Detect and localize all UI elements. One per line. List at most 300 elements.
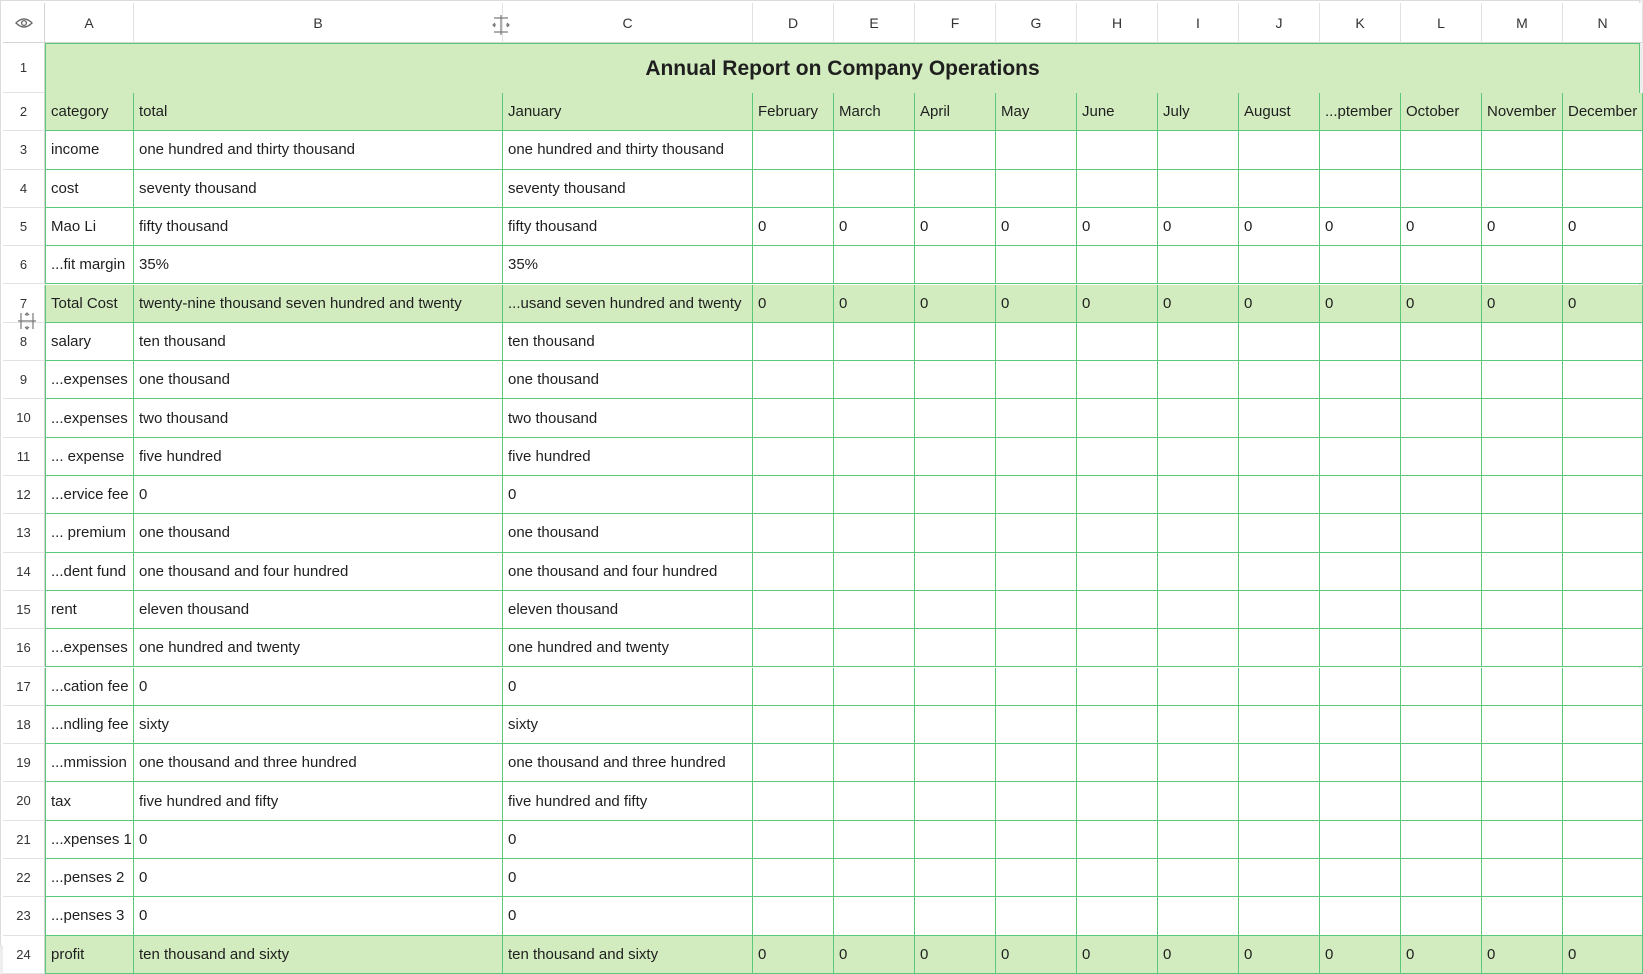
cell-d3[interactable] [753, 131, 834, 169]
cell-m7[interactable]: 0 [1482, 285, 1563, 323]
row-header-15[interactable]: 15 [3, 591, 45, 629]
cell-m8[interactable] [1482, 323, 1563, 361]
cell-m11[interactable] [1482, 438, 1563, 476]
cell-g18[interactable] [996, 706, 1077, 744]
cell-e12[interactable] [834, 476, 915, 514]
cell-l11[interactable] [1401, 438, 1482, 476]
cell-i11[interactable] [1158, 438, 1239, 476]
column-header-i[interactable]: I [1158, 3, 1239, 43]
cell-h7[interactable]: 0 [1077, 285, 1158, 323]
cell-c23[interactable]: 0 [503, 897, 753, 935]
cell-n21[interactable] [1563, 821, 1643, 859]
column-header-k[interactable]: K [1320, 3, 1401, 43]
cell-j24[interactable]: 0 [1239, 936, 1320, 974]
eye-icon[interactable] [3, 3, 45, 43]
cell-g10[interactable] [996, 399, 1077, 437]
cell-h23[interactable] [1077, 897, 1158, 935]
cell-e24[interactable]: 0 [834, 936, 915, 974]
cell-f22[interactable] [915, 859, 996, 897]
cell-f17[interactable] [915, 668, 996, 706]
cell-n11[interactable] [1563, 438, 1643, 476]
cell-h4[interactable] [1077, 170, 1158, 208]
cell-i16[interactable] [1158, 629, 1239, 667]
cell-i24[interactable]: 0 [1158, 936, 1239, 974]
cell-m13[interactable] [1482, 514, 1563, 552]
cell-e5[interactable]: 0 [834, 208, 915, 246]
cell-b10[interactable]: two thousand [134, 399, 503, 437]
row-header-14[interactable]: 14 [3, 553, 45, 591]
cell-c11[interactable]: five hundred [503, 438, 753, 476]
cell-g2[interactable]: May [996, 93, 1077, 131]
cell-a11[interactable]: ... expense [45, 438, 134, 476]
cell-h6[interactable] [1077, 246, 1158, 284]
cell-g7[interactable]: 0 [996, 285, 1077, 323]
cell-h10[interactable] [1077, 399, 1158, 437]
cell-f12[interactable] [915, 476, 996, 514]
cell-h22[interactable] [1077, 859, 1158, 897]
cell-g11[interactable] [996, 438, 1077, 476]
cell-l17[interactable] [1401, 668, 1482, 706]
row-header-3[interactable]: 3 [3, 131, 45, 169]
cell-b22[interactable]: 0 [134, 859, 503, 897]
cell-a24[interactable]: profit [45, 936, 134, 974]
column-header-c[interactable]: C [503, 3, 753, 43]
cell-b23[interactable]: 0 [134, 897, 503, 935]
cell-c2[interactable]: January [503, 93, 753, 131]
cell-m20[interactable] [1482, 782, 1563, 820]
cell-n10[interactable] [1563, 399, 1643, 437]
cell-e17[interactable] [834, 668, 915, 706]
cell-l6[interactable] [1401, 246, 1482, 284]
cell-i15[interactable] [1158, 591, 1239, 629]
row-header-17[interactable]: 17 [3, 668, 45, 706]
cell-i9[interactable] [1158, 361, 1239, 399]
cell-j16[interactable] [1239, 629, 1320, 667]
cell-c17[interactable]: 0 [503, 668, 753, 706]
cell-e20[interactable] [834, 782, 915, 820]
cell-c18[interactable]: sixty [503, 706, 753, 744]
cell-j13[interactable] [1239, 514, 1320, 552]
cell-i19[interactable] [1158, 744, 1239, 782]
cell-k16[interactable] [1320, 629, 1401, 667]
row-header-21[interactable]: 21 [3, 821, 45, 859]
cell-d23[interactable] [753, 897, 834, 935]
cell-b6[interactable]: 35% [134, 246, 503, 284]
cell-g20[interactable] [996, 782, 1077, 820]
row-header-11[interactable]: 11 [3, 438, 45, 476]
cell-f11[interactable] [915, 438, 996, 476]
cell-d14[interactable] [753, 553, 834, 591]
cell-n2[interactable]: December [1563, 93, 1643, 131]
cell-b4[interactable]: seventy thousand [134, 170, 503, 208]
cell-a4[interactable]: cost [45, 170, 134, 208]
cell-i14[interactable] [1158, 553, 1239, 591]
cell-e16[interactable] [834, 629, 915, 667]
cell-c9[interactable]: one thousand [503, 361, 753, 399]
cell-a5[interactable]: Mao Li [45, 208, 134, 246]
cell-h19[interactable] [1077, 744, 1158, 782]
cell-i13[interactable] [1158, 514, 1239, 552]
column-header-j[interactable]: J [1239, 3, 1320, 43]
cell-k9[interactable] [1320, 361, 1401, 399]
cell-a16[interactable]: ...expenses [45, 629, 134, 667]
cell-c6[interactable]: 35% [503, 246, 753, 284]
cell-l7[interactable]: 0 [1401, 285, 1482, 323]
cell-n17[interactable] [1563, 668, 1643, 706]
cell-a19[interactable]: ...mmission [45, 744, 134, 782]
cell-f8[interactable] [915, 323, 996, 361]
cell-k24[interactable]: 0 [1320, 936, 1401, 974]
cell-h14[interactable] [1077, 553, 1158, 591]
cell-e8[interactable] [834, 323, 915, 361]
cell-d19[interactable] [753, 744, 834, 782]
cell-g24[interactable]: 0 [996, 936, 1077, 974]
cell-e7[interactable]: 0 [834, 285, 915, 323]
row-header-19[interactable]: 19 [3, 744, 45, 782]
cell-n19[interactable] [1563, 744, 1643, 782]
cell-m3[interactable] [1482, 131, 1563, 169]
cell-m2[interactable]: November [1482, 93, 1563, 131]
cell-k11[interactable] [1320, 438, 1401, 476]
cell-a6[interactable]: ...fit margin [45, 246, 134, 284]
cell-l23[interactable] [1401, 897, 1482, 935]
cell-f15[interactable] [915, 591, 996, 629]
cell-m17[interactable] [1482, 668, 1563, 706]
cell-g19[interactable] [996, 744, 1077, 782]
cell-n12[interactable] [1563, 476, 1643, 514]
cell-j8[interactable] [1239, 323, 1320, 361]
cell-i3[interactable] [1158, 131, 1239, 169]
column-header-l[interactable]: L [1401, 3, 1482, 43]
cell-m4[interactable] [1482, 170, 1563, 208]
cell-e3[interactable] [834, 131, 915, 169]
cell-d9[interactable] [753, 361, 834, 399]
cell-k3[interactable] [1320, 131, 1401, 169]
cell-i18[interactable] [1158, 706, 1239, 744]
cell-l2[interactable]: October [1401, 93, 1482, 131]
cell-a10[interactable]: ...expenses [45, 399, 134, 437]
column-resize-icon[interactable] [491, 14, 511, 36]
cell-f3[interactable] [915, 131, 996, 169]
row-header-1[interactable]: 1 [3, 43, 45, 93]
cell-g15[interactable] [996, 591, 1077, 629]
cell-c10[interactable]: two thousand [503, 399, 753, 437]
cell-b8[interactable]: ten thousand [134, 323, 503, 361]
row-header-6[interactable]: 6 [3, 246, 45, 284]
cell-c24[interactable]: ten thousand and sixty [503, 936, 753, 974]
cell-c7[interactable]: ...usand seven hundred and twenty [503, 285, 753, 323]
cell-b2[interactable]: total [134, 93, 503, 131]
cell-b11[interactable]: five hundred [134, 438, 503, 476]
cell-a18[interactable]: ...ndling fee [45, 706, 134, 744]
cell-n18[interactable] [1563, 706, 1643, 744]
cell-a22[interactable]: ...penses 2 [45, 859, 134, 897]
cell-f2[interactable]: April [915, 93, 996, 131]
row-header-10[interactable]: 10 [3, 399, 45, 437]
cell-l20[interactable] [1401, 782, 1482, 820]
cell-i10[interactable] [1158, 399, 1239, 437]
cell-d5[interactable]: 0 [753, 208, 834, 246]
cell-i5[interactable]: 0 [1158, 208, 1239, 246]
cell-f6[interactable] [915, 246, 996, 284]
cell-h21[interactable] [1077, 821, 1158, 859]
row-resize-icon[interactable] [17, 311, 37, 331]
cell-f13[interactable] [915, 514, 996, 552]
cell-d7[interactable]: 0 [753, 285, 834, 323]
cell-a7[interactable]: Total Cost [45, 285, 134, 323]
cell-j3[interactable] [1239, 131, 1320, 169]
cell-j14[interactable] [1239, 553, 1320, 591]
cell-b16[interactable]: one hundred and twenty [134, 629, 503, 667]
cell-j23[interactable] [1239, 897, 1320, 935]
cell-a2[interactable]: category [45, 93, 134, 131]
cell-b20[interactable]: five hundred and fifty [134, 782, 503, 820]
cell-n9[interactable] [1563, 361, 1643, 399]
cell-n16[interactable] [1563, 629, 1643, 667]
cell-a15[interactable]: rent [45, 591, 134, 629]
cell-k21[interactable] [1320, 821, 1401, 859]
cell-j2[interactable]: August [1239, 93, 1320, 131]
cell-k10[interactable] [1320, 399, 1401, 437]
row-header-24[interactable]: 24 [3, 936, 45, 974]
cell-m19[interactable] [1482, 744, 1563, 782]
row-header-20[interactable]: 20 [3, 782, 45, 820]
cell-k15[interactable] [1320, 591, 1401, 629]
cell-m12[interactable] [1482, 476, 1563, 514]
cell-a17[interactable]: ...cation fee [45, 668, 134, 706]
cell-h24[interactable]: 0 [1077, 936, 1158, 974]
cell-i17[interactable] [1158, 668, 1239, 706]
cell-f4[interactable] [915, 170, 996, 208]
cell-k19[interactable] [1320, 744, 1401, 782]
cell-g5[interactable]: 0 [996, 208, 1077, 246]
cell-l3[interactable] [1401, 131, 1482, 169]
cell-j5[interactable]: 0 [1239, 208, 1320, 246]
cell-f24[interactable]: 0 [915, 936, 996, 974]
cell-k8[interactable] [1320, 323, 1401, 361]
row-header-4[interactable]: 4 [3, 170, 45, 208]
cell-h16[interactable] [1077, 629, 1158, 667]
cell-m9[interactable] [1482, 361, 1563, 399]
cell-j11[interactable] [1239, 438, 1320, 476]
cell-f10[interactable] [915, 399, 996, 437]
cell-d16[interactable] [753, 629, 834, 667]
cell-c14[interactable]: one thousand and four hundred [503, 553, 753, 591]
cell-i4[interactable] [1158, 170, 1239, 208]
cell-b5[interactable]: fifty thousand [134, 208, 503, 246]
cell-i12[interactable] [1158, 476, 1239, 514]
cell-i20[interactable] [1158, 782, 1239, 820]
row-header-8[interactable]: 8 [3, 323, 45, 361]
cell-e2[interactable]: March [834, 93, 915, 131]
cell-h3[interactable] [1077, 131, 1158, 169]
cell-k14[interactable] [1320, 553, 1401, 591]
cell-m15[interactable] [1482, 591, 1563, 629]
cell-g4[interactable] [996, 170, 1077, 208]
cell-l9[interactable] [1401, 361, 1482, 399]
cell-h17[interactable] [1077, 668, 1158, 706]
cell-m16[interactable] [1482, 629, 1563, 667]
cell-b12[interactable]: 0 [134, 476, 503, 514]
row-header-2[interactable]: 2 [3, 93, 45, 131]
cell-i7[interactable]: 0 [1158, 285, 1239, 323]
cell-j22[interactable] [1239, 859, 1320, 897]
cell-m5[interactable]: 0 [1482, 208, 1563, 246]
cell-f19[interactable] [915, 744, 996, 782]
column-header-m[interactable]: M [1482, 3, 1563, 43]
cell-a14[interactable]: ...dent fund [45, 553, 134, 591]
cell-m21[interactable] [1482, 821, 1563, 859]
cell-g3[interactable] [996, 131, 1077, 169]
cell-l24[interactable]: 0 [1401, 936, 1482, 974]
cell-g17[interactable] [996, 668, 1077, 706]
cell-e10[interactable] [834, 399, 915, 437]
cell-m24[interactable]: 0 [1482, 936, 1563, 974]
cell-h13[interactable] [1077, 514, 1158, 552]
row-header-22[interactable]: 22 [3, 859, 45, 897]
cell-f20[interactable] [915, 782, 996, 820]
cell-h11[interactable] [1077, 438, 1158, 476]
cell-d2[interactable]: February [753, 93, 834, 131]
cell-n20[interactable] [1563, 782, 1643, 820]
cell-j12[interactable] [1239, 476, 1320, 514]
cell-e9[interactable] [834, 361, 915, 399]
cell-f14[interactable] [915, 553, 996, 591]
cell-e4[interactable] [834, 170, 915, 208]
cell-d8[interactable] [753, 323, 834, 361]
cell-f23[interactable] [915, 897, 996, 935]
cell-n15[interactable] [1563, 591, 1643, 629]
cell-l15[interactable] [1401, 591, 1482, 629]
cell-m23[interactable] [1482, 897, 1563, 935]
cell-b17[interactable]: 0 [134, 668, 503, 706]
cell-d20[interactable] [753, 782, 834, 820]
cell-n7[interactable]: 0 [1563, 285, 1643, 323]
cell-d15[interactable] [753, 591, 834, 629]
cell-n3[interactable] [1563, 131, 1643, 169]
cell-f18[interactable] [915, 706, 996, 744]
cell-e19[interactable] [834, 744, 915, 782]
column-header-b[interactable]: B [134, 3, 503, 43]
cell-b7[interactable]: twenty-nine thousand seven hundred and twenty [134, 285, 503, 323]
cell-n5[interactable]: 0 [1563, 208, 1643, 246]
cell-d21[interactable] [753, 821, 834, 859]
cell-f16[interactable] [915, 629, 996, 667]
row-header-7[interactable]: 7 [3, 285, 45, 323]
cell-n13[interactable] [1563, 514, 1643, 552]
cell-h20[interactable] [1077, 782, 1158, 820]
cell-g21[interactable] [996, 821, 1077, 859]
cell-j15[interactable] [1239, 591, 1320, 629]
cell-k4[interactable] [1320, 170, 1401, 208]
cell-l8[interactable] [1401, 323, 1482, 361]
cell-f21[interactable] [915, 821, 996, 859]
cell-i8[interactable] [1158, 323, 1239, 361]
cell-j19[interactable] [1239, 744, 1320, 782]
cell-c19[interactable]: one thousand and three hundred [503, 744, 753, 782]
cell-b13[interactable]: one thousand [134, 514, 503, 552]
cell-j21[interactable] [1239, 821, 1320, 859]
cell-g14[interactable] [996, 553, 1077, 591]
cell-c3[interactable]: one hundred and thirty thousand [503, 131, 753, 169]
cell-b9[interactable]: one thousand [134, 361, 503, 399]
cell-d17[interactable] [753, 668, 834, 706]
cell-d6[interactable] [753, 246, 834, 284]
cell-l10[interactable] [1401, 399, 1482, 437]
cell-g22[interactable] [996, 859, 1077, 897]
cell-k7[interactable]: 0 [1320, 285, 1401, 323]
column-header-a[interactable]: A [45, 3, 134, 43]
cell-e6[interactable] [834, 246, 915, 284]
cell-j4[interactable] [1239, 170, 1320, 208]
cell-g13[interactable] [996, 514, 1077, 552]
cell-a8[interactable]: salary [45, 323, 134, 361]
cell-j6[interactable] [1239, 246, 1320, 284]
cell-k18[interactable] [1320, 706, 1401, 744]
cell-j18[interactable] [1239, 706, 1320, 744]
cell-n24[interactable]: 0 [1563, 936, 1643, 974]
cell-c16[interactable]: one hundred and twenty [503, 629, 753, 667]
cell-m10[interactable] [1482, 399, 1563, 437]
cell-l21[interactable] [1401, 821, 1482, 859]
cell-d4[interactable] [753, 170, 834, 208]
cell-i22[interactable] [1158, 859, 1239, 897]
cell-h9[interactable] [1077, 361, 1158, 399]
cell-e22[interactable] [834, 859, 915, 897]
cell-g8[interactable] [996, 323, 1077, 361]
cell-n22[interactable] [1563, 859, 1643, 897]
cell-a23[interactable]: ...penses 3 [45, 897, 134, 935]
cell-c20[interactable]: five hundred and fifty [503, 782, 753, 820]
column-header-g[interactable]: G [996, 3, 1077, 43]
cell-b21[interactable]: 0 [134, 821, 503, 859]
cell-e21[interactable] [834, 821, 915, 859]
cell-e13[interactable] [834, 514, 915, 552]
cell-a13[interactable]: ... premium [45, 514, 134, 552]
column-header-e[interactable]: E [834, 3, 915, 43]
column-header-h[interactable]: H [1077, 3, 1158, 43]
cell-h18[interactable] [1077, 706, 1158, 744]
cell-k2[interactable]: ...ptember [1320, 93, 1401, 131]
cell-l5[interactable]: 0 [1401, 208, 1482, 246]
cell-e23[interactable] [834, 897, 915, 935]
cell-b19[interactable]: one thousand and three hundred [134, 744, 503, 782]
cell-n8[interactable] [1563, 323, 1643, 361]
cell-l14[interactable] [1401, 553, 1482, 591]
cell-b24[interactable]: ten thousand and sixty [134, 936, 503, 974]
cell-f7[interactable]: 0 [915, 285, 996, 323]
column-header-n[interactable]: N [1563, 3, 1643, 43]
cell-l16[interactable] [1401, 629, 1482, 667]
cell-k23[interactable] [1320, 897, 1401, 935]
cell-j7[interactable]: 0 [1239, 285, 1320, 323]
row-header-13[interactable]: 13 [3, 514, 45, 552]
column-header-f[interactable]: F [915, 3, 996, 43]
cell-h5[interactable]: 0 [1077, 208, 1158, 246]
cell-h8[interactable] [1077, 323, 1158, 361]
cell-c15[interactable]: eleven thousand [503, 591, 753, 629]
cell-l13[interactable] [1401, 514, 1482, 552]
cell-a9[interactable]: ...expenses [45, 361, 134, 399]
cell-i6[interactable] [1158, 246, 1239, 284]
cell-g12[interactable] [996, 476, 1077, 514]
cell-b18[interactable]: sixty [134, 706, 503, 744]
cell-l19[interactable] [1401, 744, 1482, 782]
cell-c8[interactable]: ten thousand [503, 323, 753, 361]
cell-m22[interactable] [1482, 859, 1563, 897]
cell-b3[interactable]: one hundred and thirty thousand [134, 131, 503, 169]
cell-k5[interactable]: 0 [1320, 208, 1401, 246]
